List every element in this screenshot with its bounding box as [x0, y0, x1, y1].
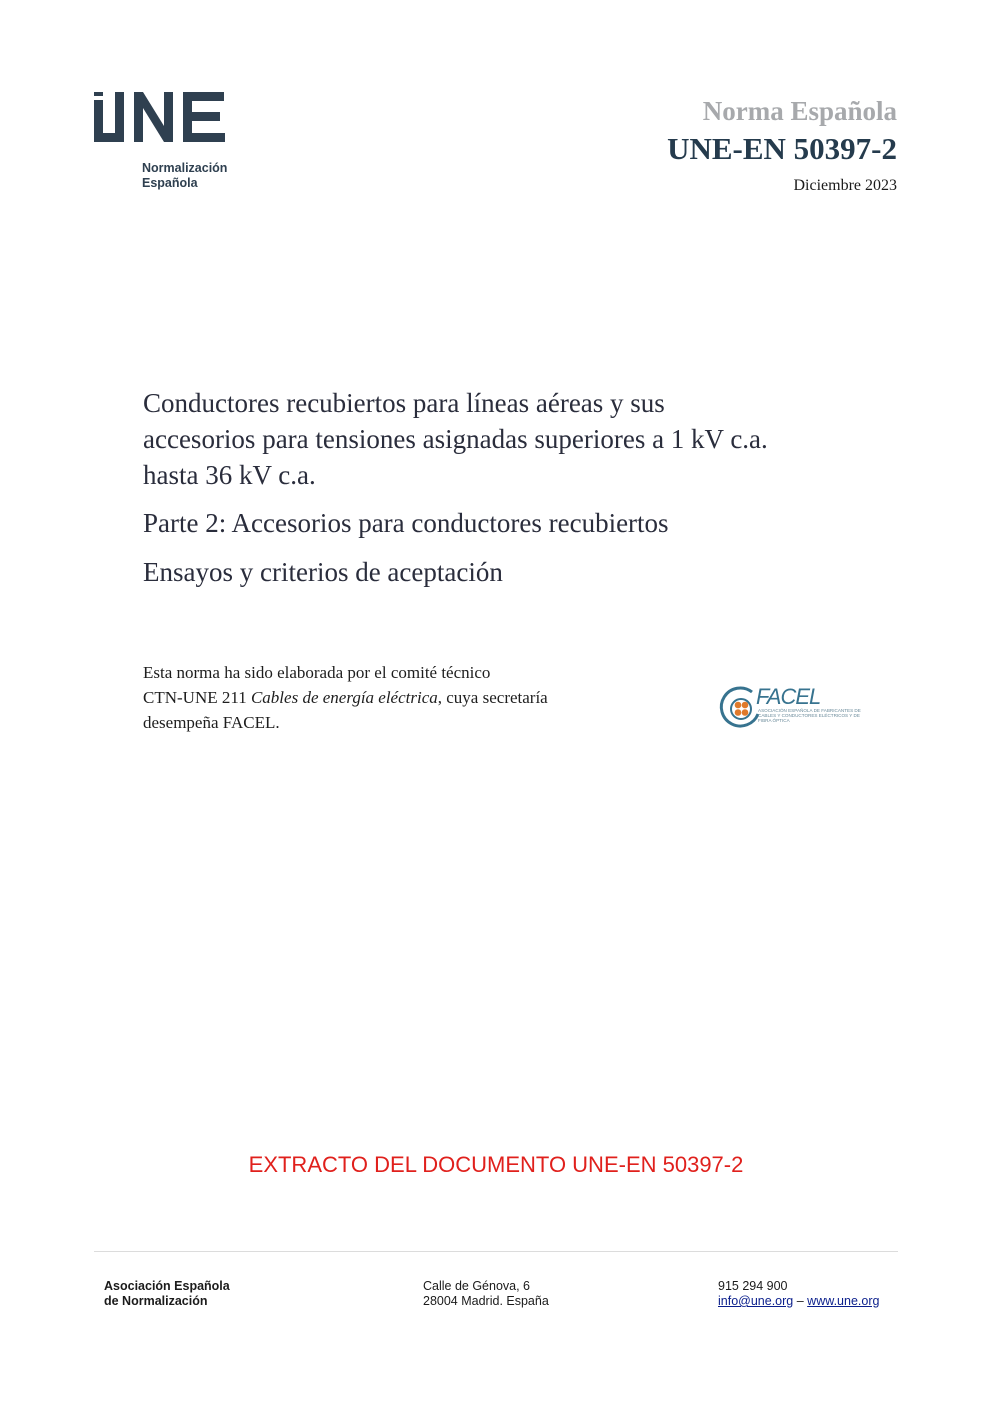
footer-org-line-1: Asociación Española: [104, 1279, 230, 1293]
committee-name: Cables de energía eléctrica: [250, 688, 438, 707]
footer-contact: [718, 1279, 879, 1309]
footer-link-separator: –: [796, 1294, 804, 1308]
norma-label: Norma Española: [702, 96, 897, 126]
facel-logo: [718, 684, 866, 732]
logo-subtitle: [142, 161, 227, 191]
norma-date: Diciembre 2023: [793, 177, 897, 194]
title-block: [143, 385, 913, 590]
committee-code: CTN-UNE 211: [143, 688, 247, 707]
title-line-1: Conductores recubiertos para líneas aéreas y sus: [143, 388, 665, 418]
logo-subtitle-line2: Española: [142, 176, 198, 190]
document-part: Parte 2: Accesorios para conductores recubiertos: [143, 508, 669, 538]
facel-tagline: ASOCIACIÓN ESPAÑOLA DE FABRICANTES DE CABLES Y CONDUCTORES ELÉCTRICOS Y DE FIBRA ÓPTICA: [758, 708, 861, 724]
une-wordmark-icon: [92, 88, 232, 148]
title-line-2: accesorios para tensiones asignadas superiores a 1 kV c.a.: [143, 424, 768, 454]
committee-line-1: Esta norma ha sido elaborada por el comité técnico: [143, 663, 491, 682]
footer-divider: [94, 1251, 898, 1252]
committee-line-3: desempeña FACEL.: [143, 713, 280, 732]
document-title: [143, 385, 913, 493]
footer-address-line-2: 28004 Madrid. España: [423, 1294, 549, 1308]
title-line-3: hasta 36 kV c.a.: [143, 460, 316, 490]
facel-wordmark: FACEL: [756, 684, 821, 709]
footer-phone: 915 294 900: [718, 1279, 788, 1293]
une-logo: [92, 88, 242, 198]
footer-address: [423, 1279, 549, 1309]
footer-links: [718, 1294, 879, 1309]
footer-org-line-2: de Normalización: [104, 1294, 208, 1308]
norma-code: UNE-EN 50397-2: [667, 131, 897, 166]
document-subtitle: Ensayos y criterios de aceptación: [143, 557, 503, 587]
website-link[interactable]: www.une.org: [807, 1294, 880, 1308]
footer-organization: [104, 1279, 230, 1309]
committee-line-2-suffix: , cuya secretaría: [437, 688, 548, 707]
email-link[interactable]: info@une.org: [718, 1294, 794, 1308]
extract-notice: EXTRACTO DEL DOCUMENTO UNE-EN 50397-2: [248, 1152, 744, 1177]
logo-subtitle-line1: Normalización: [142, 161, 228, 175]
committee-statement: [143, 660, 683, 735]
footer-address-line-1: Calle de Génova, 6: [423, 1279, 531, 1293]
